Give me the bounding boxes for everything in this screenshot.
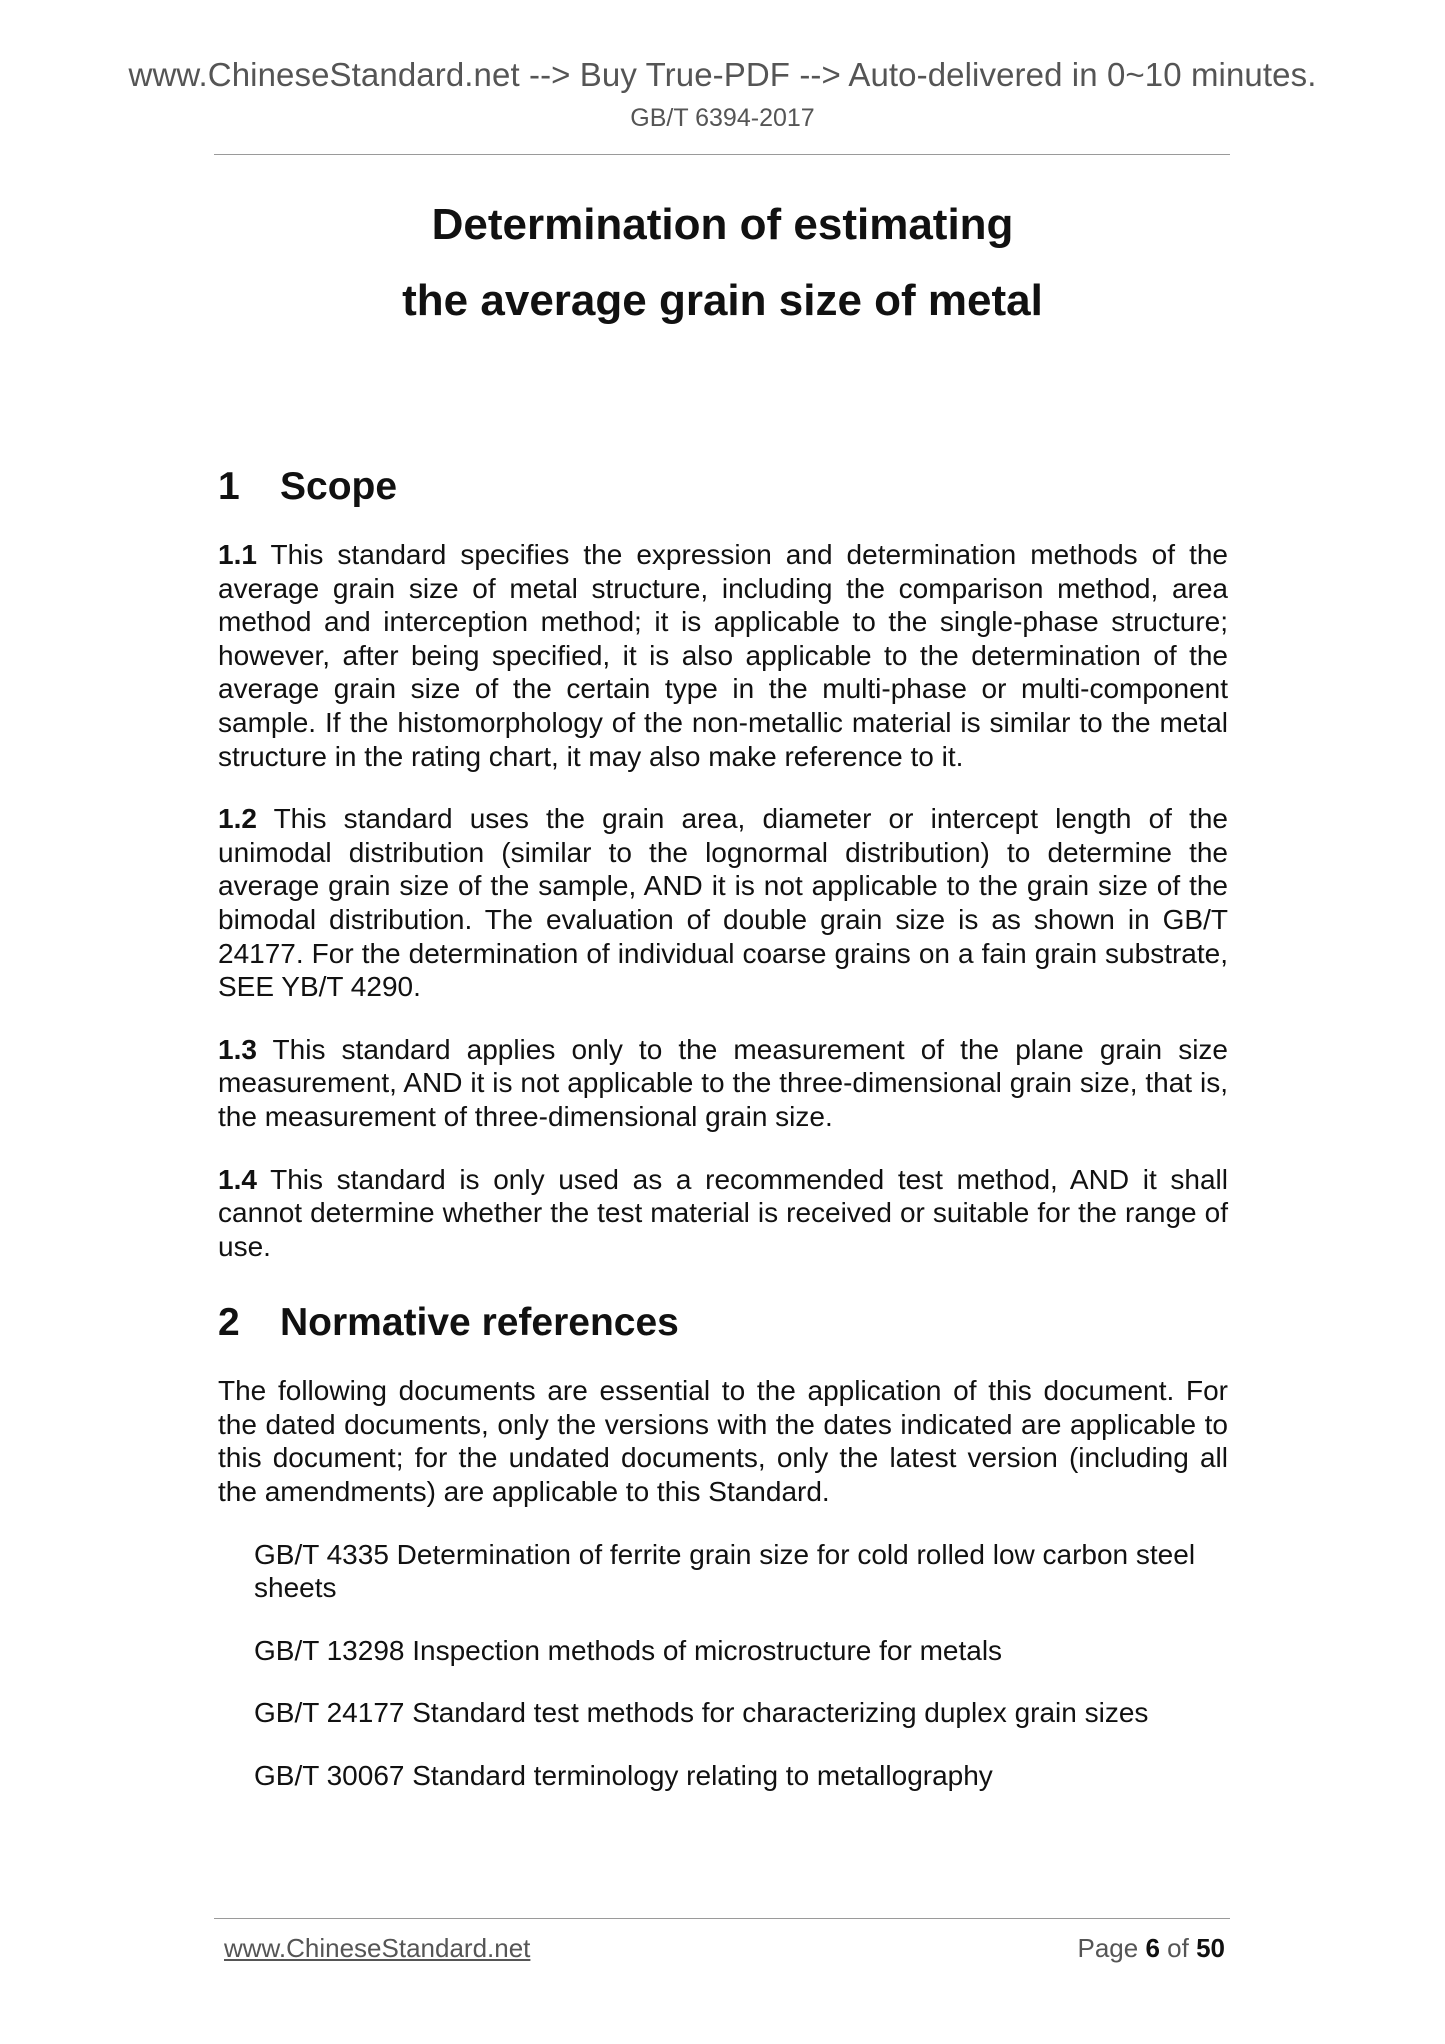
section-title: Scope [280, 465, 398, 508]
section-title: Normative references [280, 1301, 679, 1345]
clause-number: 1.4 [218, 1163, 257, 1195]
reference-item: GB/T 13298 Inspection methods of microstructure for metals [254, 1634, 1003, 1666]
page-label: Page [1077, 1933, 1139, 1963]
footer-website-link[interactable]: www.ChineseStandard.net [224, 1933, 531, 1963]
page-total: 50 [1196, 1933, 1225, 1963]
section-number: 2 [218, 1301, 240, 1345]
clause-1-4 [218, 1163, 1228, 1264]
clause-text: This standard uses the grain area, diameter or intercept length of the unimodal distribution (similar to the lognormal distribution) to determine the average grain size of the sample, AND it is not applicable to the grain size of the bimodal distribution. The evaluation of double grain size is as shown in GB/T 24177. For the determination of individual coarse grains on a fain grain substrate, SEE YB/T 4290. [218, 803, 1228, 1003]
section-heading-normative-references [218, 1292, 1228, 1354]
header-banner: www.ChineseStandard.net --> Buy True-PDF --> Auto-delivered in 0~10 minutes. [128, 56, 1317, 93]
header-standard-code: GB/T 6394-2017 [630, 104, 815, 132]
reference-item: GB/T 4335 Determination of ferrite grain size for cold rolled low carbon steel sheets [254, 1538, 1196, 1604]
clause-number: 1.2 [218, 803, 257, 835]
clause-text: This standard is only used as a recommended test method, AND it shall cannot determine whether the test material is received or suitable for the range of use. [218, 1163, 1228, 1262]
reference-item: GB/T 24177 Standard test methods for characterizing duplex grain sizes [254, 1697, 1149, 1729]
clause-number: 1.3 [218, 1033, 257, 1065]
page-of-label: of [1167, 1933, 1189, 1963]
clause-1-1 [218, 538, 1228, 773]
page-current: 6 [1145, 1933, 1160, 1963]
document-body [218, 456, 1228, 1822]
document-title-line1: Determination of estimating [431, 200, 1014, 249]
section-heading-scope [218, 456, 1228, 518]
clause-1-3 [218, 1033, 1228, 1134]
section-number: 1 [218, 465, 240, 508]
clause-text: This standard specifies the expression and determination methods of the average grain size of metal structure, including the comparison method, area method and interception method; it is applicable to the single-phase structure; however, after being specified, it is also applicable to the determination of the average grain size of the certain type in the multi-phase or multi-component sample. If the histomorphology of the non-metallic material is similar to the metal structure in the rating chart, it may also make reference to it. [218, 539, 1229, 772]
document-title-line2: the average grain size of metal [402, 276, 1043, 325]
header-divider [214, 154, 1230, 155]
normative-references-intro: The following documents are essential to the application of this document. For the dated documents, only the versions with the dates indicated are applicable to this document; for the undated documents, only the latest version (including all the amendments) are applicable to this Standard. [218, 1375, 1228, 1508]
reference-item: GB/T 30067 Standard terminology relating to metallography [254, 1760, 993, 1792]
page-number [1077, 1933, 1225, 1964]
clause-number: 1.1 [218, 539, 257, 570]
clause-text: This standard applies only to the measurement of the plane grain size measurement, AND it is not applicable to the three-dimensional grain size, that is, the measurement of three-dimensional grain size. [218, 1033, 1228, 1132]
clause-1-2 [218, 802, 1228, 1004]
footer-divider [214, 1918, 1230, 1919]
